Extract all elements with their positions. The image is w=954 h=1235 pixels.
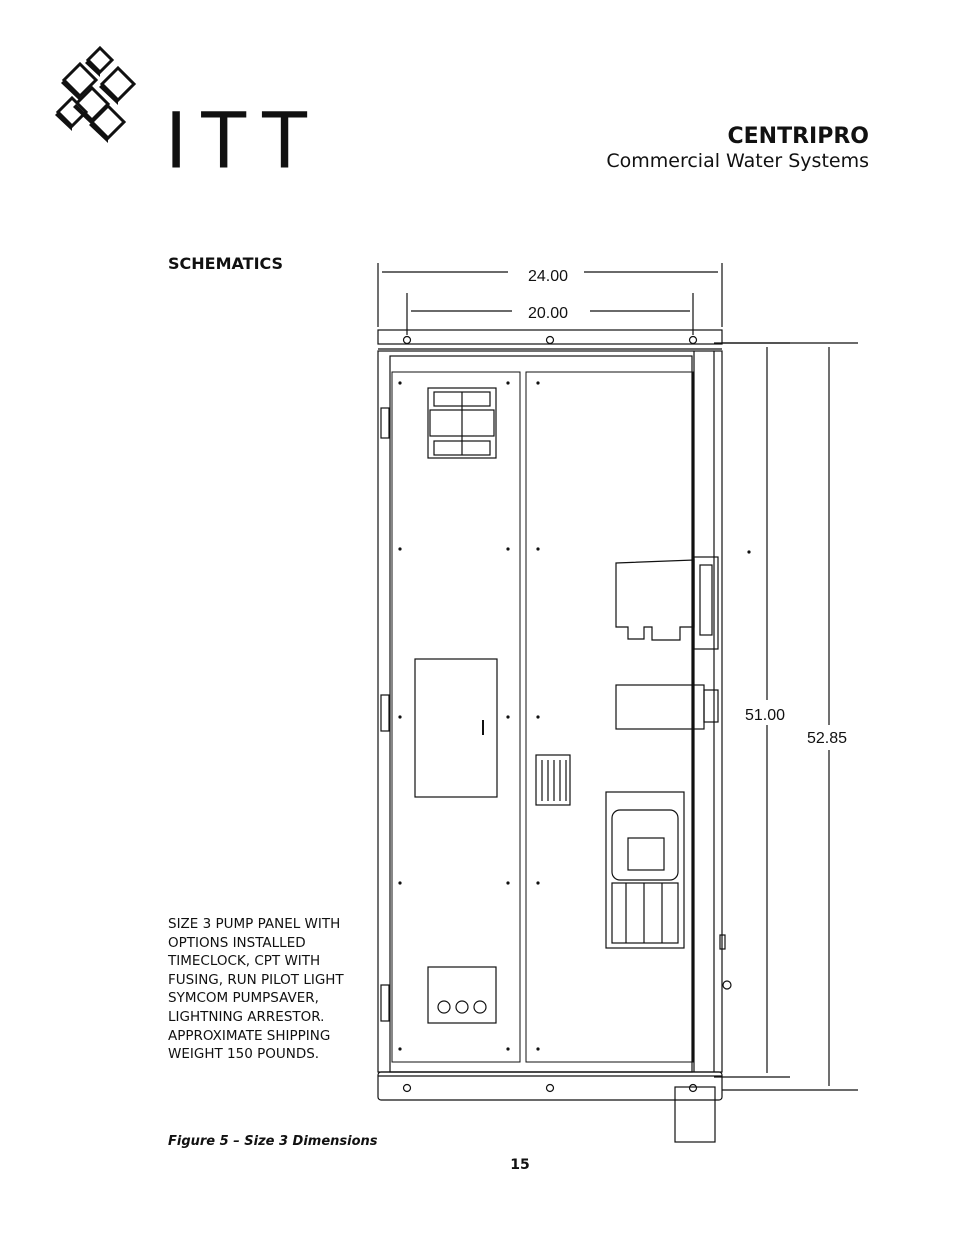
description-line: SYMCOM PUMPSAVER,	[168, 990, 319, 1007]
dimension-outer-width: 24.00	[528, 268, 569, 285]
figure-caption: Figure 5 – Size 3 Dimensions	[168, 1134, 378, 1149]
dimension-inner-width: 20.00	[528, 305, 569, 322]
brand-block	[606, 124, 869, 172]
description-line: LIGHTNING ARRESTOR.	[168, 1008, 325, 1025]
section-title: SCHEMATICS	[168, 254, 284, 273]
brand-name: CENTRIPRO	[727, 124, 869, 149]
pump-panel-schematic	[360, 255, 870, 1150]
page-number: 15	[510, 1157, 530, 1173]
panel-description	[168, 915, 368, 1064]
description-line: OPTIONS INSTALLED	[168, 934, 306, 951]
description-line: WEIGHT 150 POUNDS.	[168, 1046, 320, 1063]
description-line: TIMECLOCK, CPT WITH	[168, 953, 321, 970]
description-line: APPROXIMATE SHIPPING	[168, 1027, 331, 1044]
dimension-inner-height: 51.00	[745, 707, 786, 724]
description-line: FUSING, RUN PILOT LIGHT	[168, 971, 344, 988]
brand-subtitle: Commercial Water Systems	[606, 150, 869, 172]
itt-diamond-logo-icon	[52, 44, 148, 144]
dimension-outer-height: 52.85	[807, 730, 848, 747]
description-line: SIZE 3 PUMP PANEL WITH	[168, 916, 341, 932]
logo-wordmark: ITT	[165, 94, 321, 185]
